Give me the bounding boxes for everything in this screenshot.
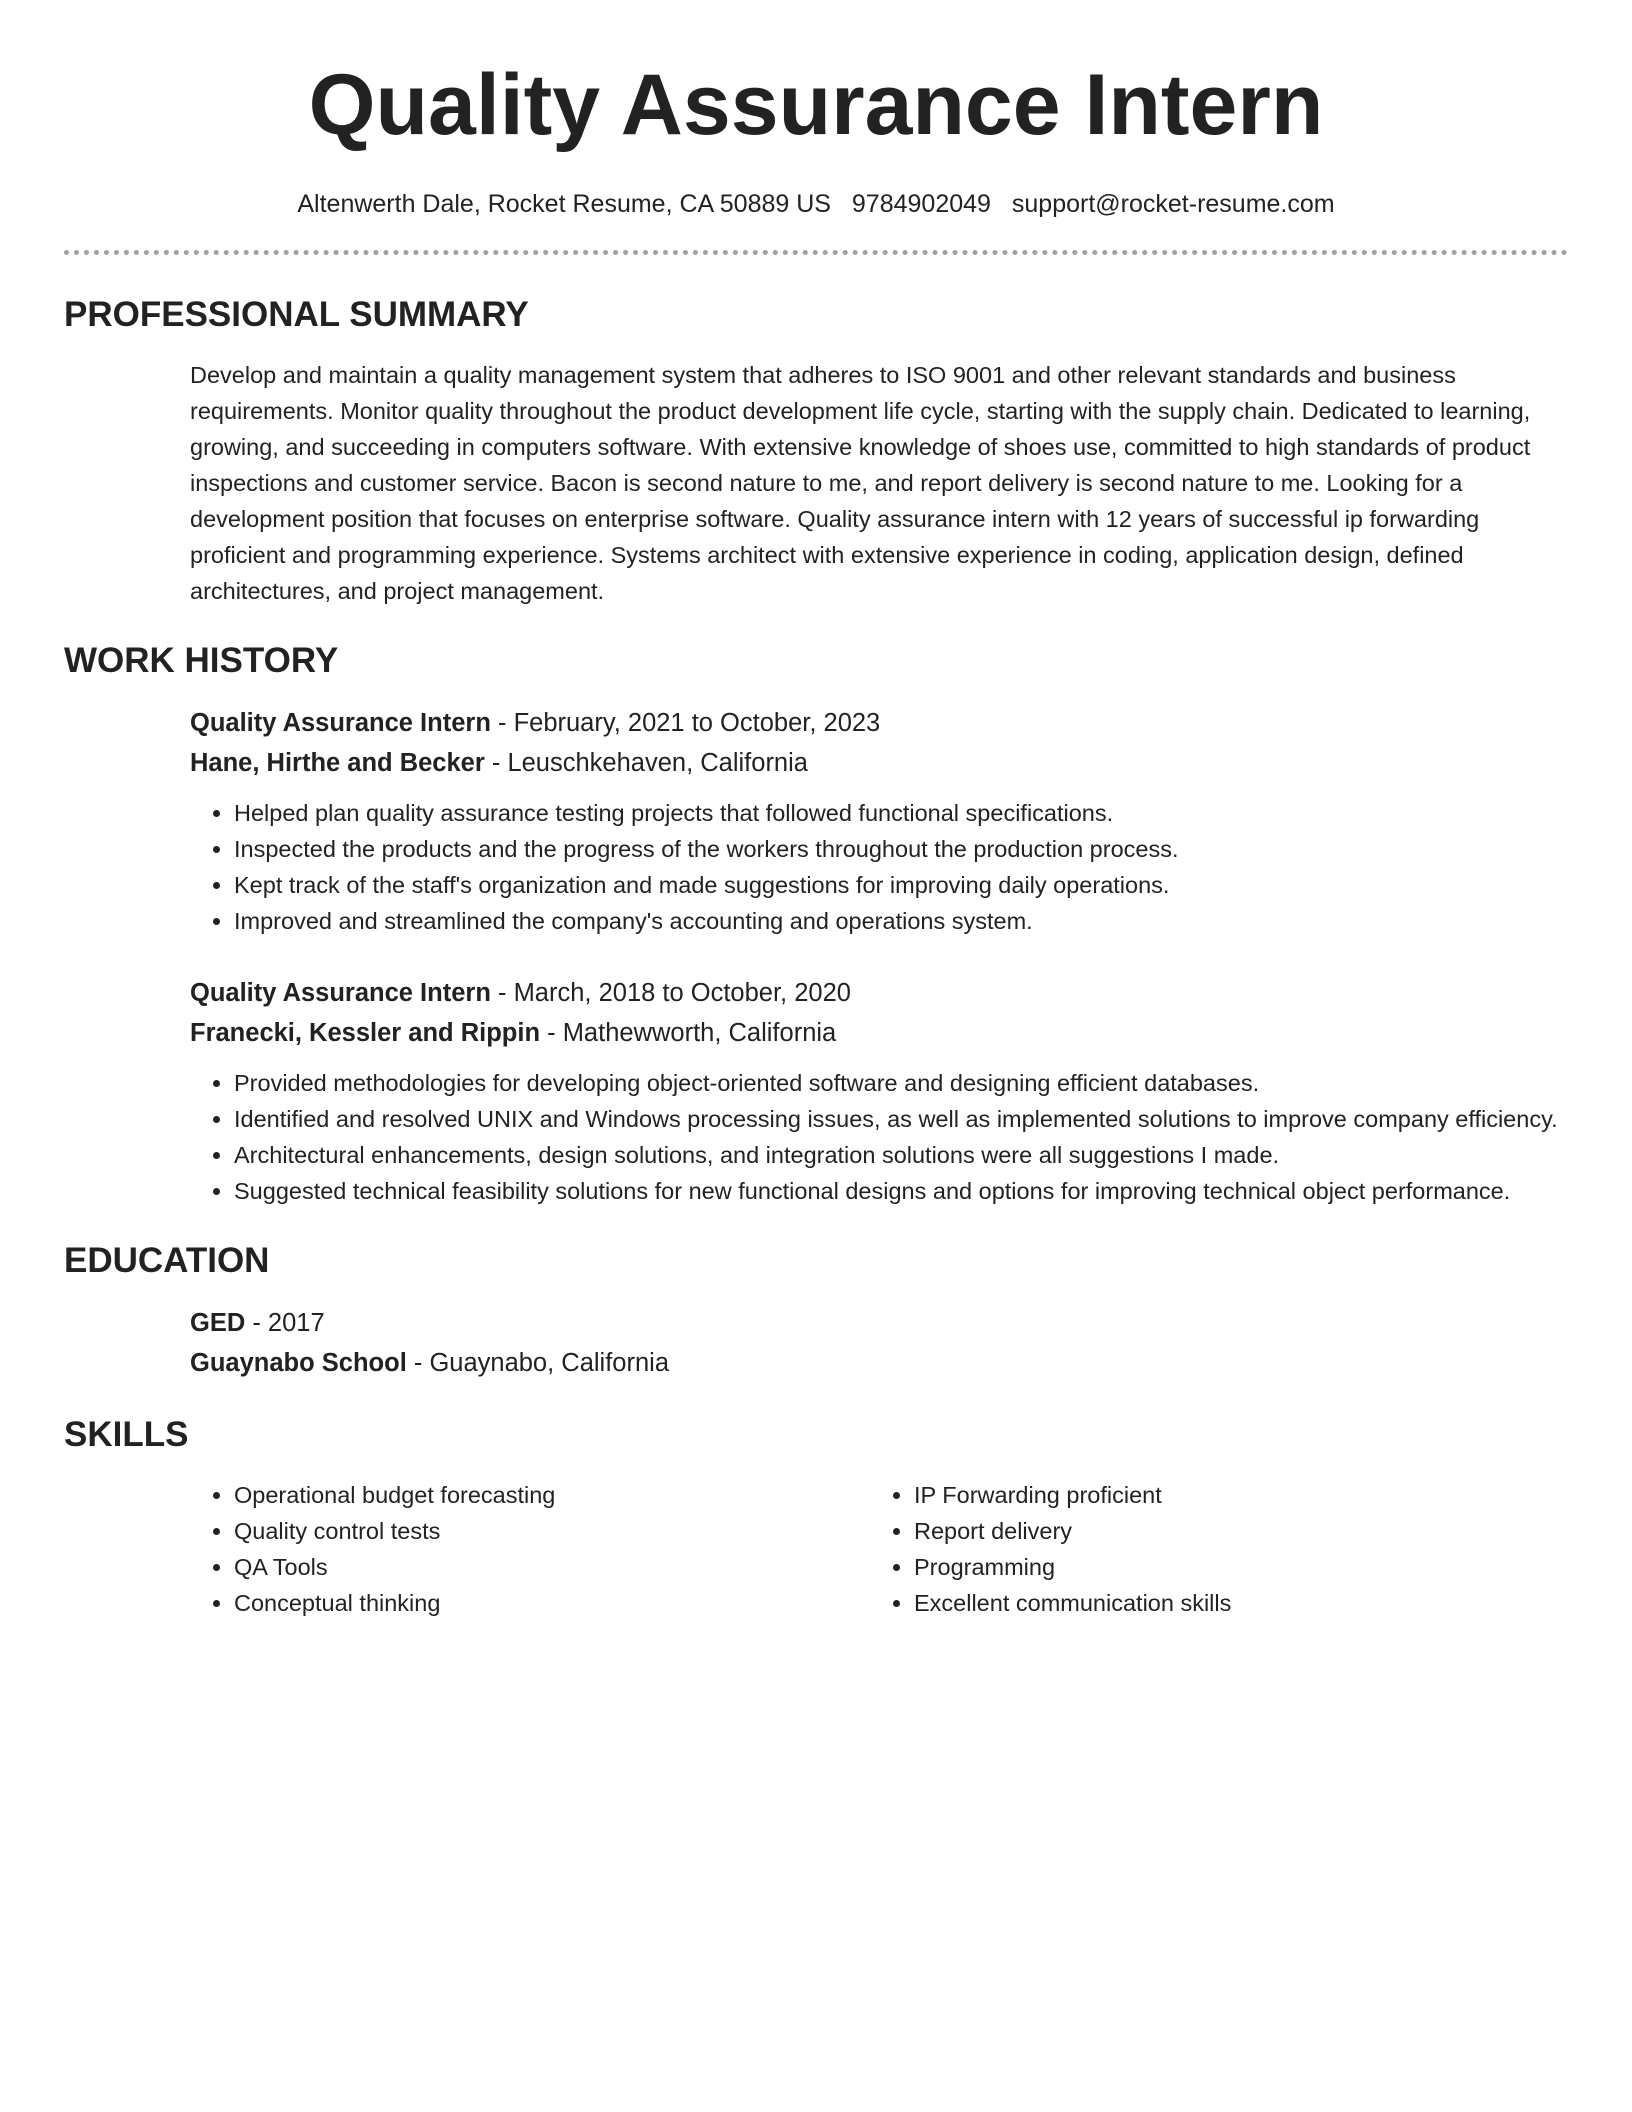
skills-section <box>64 1413 1568 1621</box>
skills-column-left <box>190 1477 870 1621</box>
header-divider <box>64 250 1568 255</box>
education-section <box>64 1239 1568 1383</box>
job-bullet: • Improved and streamlined the company's accounting and operations system. <box>234 903 1568 939</box>
skill-item: • Programming <box>914 1549 1550 1585</box>
skills-list <box>870 1477 1550 1621</box>
job-bullet: • Identified and resolved UNIX and Windows processing issues, as well as implemented solutions to improve company efficiency. <box>234 1101 1568 1137</box>
skill-item: • Operational budget forecasting <box>234 1477 870 1513</box>
job-location: - Mathewworth, California <box>540 1019 837 1047</box>
job-bullet: • Helped plan quality assurance testing projects that followed functional specifications. <box>234 795 1568 831</box>
job-role: Quality Assurance Intern <box>190 979 491 1007</box>
job-title-line <box>190 973 1568 1013</box>
job-bullets <box>190 795 1568 939</box>
job-entry <box>190 973 1568 1209</box>
job-entry <box>190 703 1568 939</box>
candidate-name: Quality Assurance Intern <box>308 57 1324 153</box>
job-title-line <box>190 703 1568 743</box>
job-bullet: • Architectural enhancements, design solutions, and integration solutions were all suggestions I made. <box>234 1137 1568 1173</box>
job-bullet: • Kept track of the staff's organization and made suggestions for improving daily operations. <box>234 867 1568 903</box>
job-bullet: • Provided methodologies for developing object-oriented software and designing efficient databases. <box>234 1065 1568 1101</box>
work-history-heading: WORK HISTORY <box>64 641 339 680</box>
education-school: Guaynabo School <box>190 1349 407 1377</box>
job-company-line <box>190 743 1568 783</box>
skill-item: • QA Tools <box>234 1549 870 1585</box>
education-school-line <box>190 1343 1568 1383</box>
contact-address: Altenwerth Dale, Rocket Resume, CA 50889 US <box>297 190 831 218</box>
job-company-line <box>190 1013 1568 1053</box>
skill-item: • Quality control tests <box>234 1513 870 1549</box>
job-bullets <box>190 1065 1568 1209</box>
skills-column-right <box>870 1477 1550 1621</box>
skills-grid <box>190 1477 1568 1621</box>
skills-heading: SKILLS <box>64 1415 189 1454</box>
education-degree: GED <box>190 1309 246 1337</box>
summary-section <box>64 293 1568 609</box>
education-heading: EDUCATION <box>64 1241 270 1280</box>
job-location: - Leuschkehaven, California <box>484 749 808 777</box>
education-location: - Guaynabo, California <box>406 1349 670 1377</box>
skills-list <box>190 1477 870 1621</box>
job-bullet: • Suggested technical feasibility solutions for new functional designs and options for improving technical object performance. <box>234 1173 1568 1209</box>
job-role: Quality Assurance Intern <box>190 709 491 737</box>
job-bullet: • Inspected the products and the progress of the workers throughout the production process. <box>234 831 1568 867</box>
job-company: Hane, Hirthe and Becker <box>190 749 485 777</box>
contact-email: support@rocket-resume.com <box>1011 190 1335 218</box>
skill-item: • Excellent communication skills <box>914 1585 1550 1621</box>
education-year: - 2017 <box>245 1309 325 1337</box>
summary-heading: PROFESSIONAL SUMMARY <box>64 295 529 334</box>
contact-phone: 9784902049 <box>851 190 991 218</box>
job-dates: - March, 2018 to October, 2020 <box>490 979 851 1007</box>
job-company: Franecki, Kessler and Rippin <box>190 1019 541 1047</box>
skill-item: • Conceptual thinking <box>234 1585 870 1621</box>
resume-header <box>64 0 1568 220</box>
job-dates: - February, 2021 to October, 2023 <box>490 709 881 737</box>
work-history-section <box>64 639 1568 1209</box>
skill-item: • IP Forwarding proficient <box>914 1477 1550 1513</box>
summary-text: Develop and maintain a quality management system that adheres to ISO 9001 and other relevant standards and business requirements. Monitor quality throughout the product development life cycle, starting with the supply chain. Dedicated to learning, growing, and succeeding in computers software. With extensive knowledge of shoes use, committed to high standards of product inspections and customer service. Bacon is second nature to me, and report delivery is second nature to me. Looking for a development position that focuses on enterprise software. Quality assurance intern with 12 years of successful ip forwarding proficient and programming experience. Systems architect with extensive experience in coding, application design, defined architectures, and project management. <box>190 362 1531 604</box>
contact-line <box>64 188 1568 220</box>
education-degree-line <box>190 1303 1568 1343</box>
skill-item: • Report delivery <box>914 1513 1550 1549</box>
